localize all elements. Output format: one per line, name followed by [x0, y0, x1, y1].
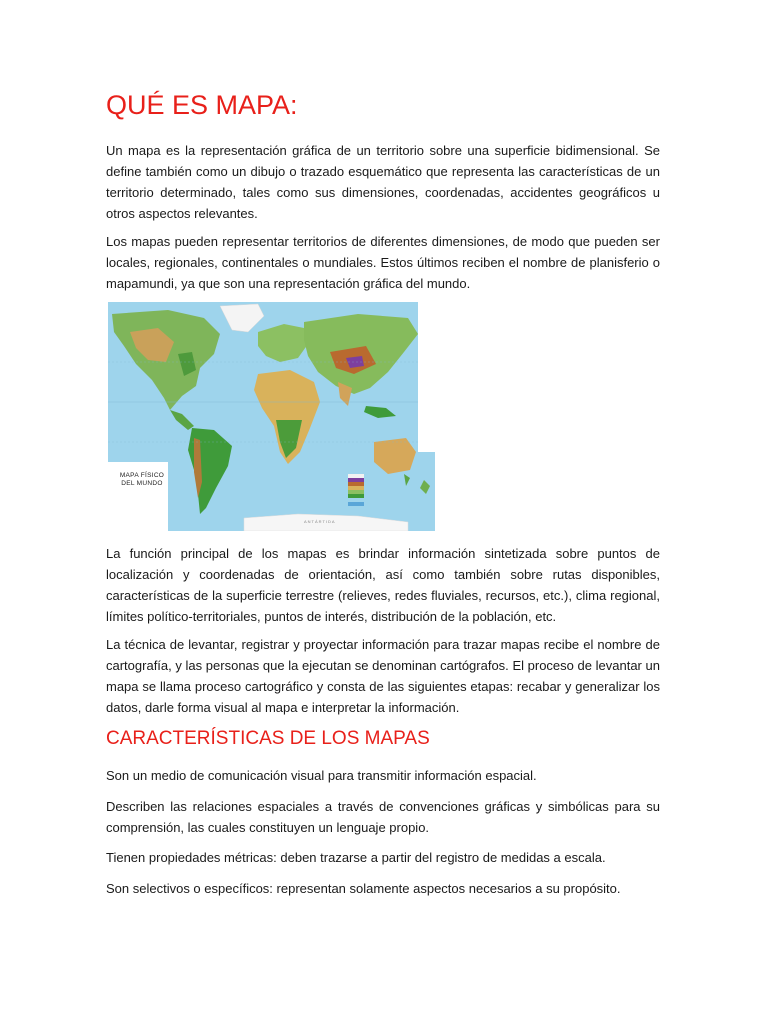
- antarctica-label: ANTÁRTIDA: [304, 519, 336, 524]
- map-label: MAPA FÍSICO DEL MUNDO: [119, 472, 165, 487]
- world-map-image: [108, 302, 435, 531]
- characteristic-2: Describen las relaciones espaciales a través de convenciones gráficas y simbólicas para su comprensión, las cuales constituyen un lenguaje propio.: [106, 799, 660, 835]
- section-title: CARACTERÍSTICAS DE LOS MAPAS: [106, 728, 430, 749]
- characteristic-1: Son un medio de comunicación visual para transmitir información espacial.: [106, 768, 537, 783]
- paragraph-4: La técnica de levantar, registrar y proyectar información para trazar mapas recibe el nombre de cartografía, y las personas que la ejecutan se denominan cartógrafos. El proceso de levantar un mapa se llama proceso cartográfico y consta de las siguientes etapas: recabar y generalizar los datos, darle forma visual al mapa e interpretar la información.: [106, 637, 660, 715]
- paragraph-3: La función principal de los mapas es brindar información sintetizada sobre puntos de localización y coordenadas de orientación, así como también sobre rutas disponibles, características de la superficie terrestre (relieves, redes fluviales, recursos, etc.), clima regional, límites político-territoriales, puntos de interés, distribución de la población, etc.: [106, 546, 660, 624]
- characteristic-4: Son selectivos o específicos: representan solamente aspectos necesarios a su propósito.: [106, 881, 621, 896]
- paragraph-1: Un mapa es la representación gráfica de un territorio sobre una superficie bidimensional. Se define también como un dibujo o trazado esquemático que representa las características de un territorio determinado, tales como sus dimensiones, coordenadas, accidentes geográficos u otros aspectos relevantes.: [106, 143, 660, 221]
- page-title: QUÉ ES MAPA:: [106, 90, 298, 120]
- paragraph-2: Los mapas pueden representar territorios de diferentes dimensiones, de modo que pueden ser locales, regionales, continentales o mundiales. Estos últimos reciben el nombre de planisferio o mapamundi, ya que son una representación gráfica del mundo.: [106, 234, 660, 291]
- world-map-graphic: [108, 302, 435, 531]
- characteristic-3: Tienen propiedades métricas: deben trazarse a partir del registro de medidas a escala.: [106, 850, 606, 865]
